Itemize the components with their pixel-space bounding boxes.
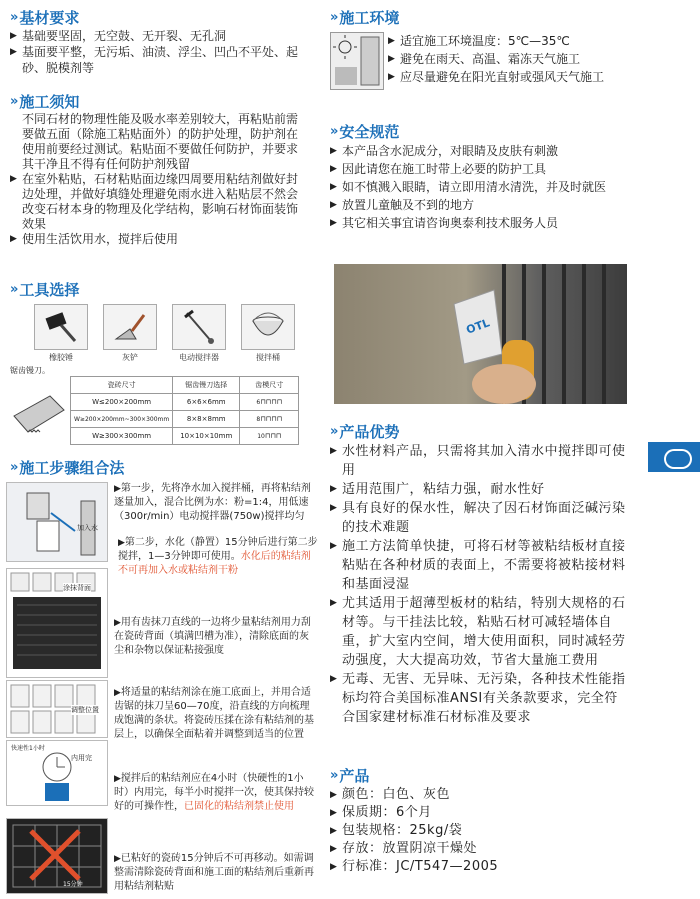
environment-item: ▶ 避免在雨天、高温、霜冻天气施工 (388, 52, 581, 66)
trowel-icon (103, 304, 157, 350)
bullet-icon: ▶ (388, 54, 395, 64)
tool-bucket: 搅拌桶 (239, 304, 297, 363)
bullet-icon: ▶ (330, 200, 337, 210)
trowel-table-row (10, 365, 320, 376)
step-3-text: ▶用有齿抹刀直线的一边将少量粘结剂用力刮在瓷砖背面（填满凹槽为准），清除底面的灰尘和杂物以保证粘接强度 (114, 617, 311, 656)
safety-item: ▶ 如不慎溅入眼睛，请立即用清水清洗，并及时就医 (330, 180, 607, 194)
brand-logo: OTL (464, 316, 492, 337)
trowel-size-table (70, 376, 299, 445)
product-item: ▶ 存放：放置阴凉干燥处 (330, 841, 478, 856)
product-item: ▶ 行标准：JC/T547—2005 (330, 859, 499, 874)
notch-pattern-icon: ⊓⊓⊓ (264, 432, 282, 440)
table-header-row (71, 377, 299, 394)
bullet-icon: ▶ (330, 598, 338, 608)
table-row: W≥200×200mm~300×300mm 8×8×8mm 8⊓⊓⊓⊓ (71, 411, 299, 428)
bullet-icon: ▶ (330, 484, 338, 494)
right-column (330, 0, 630, 899)
step-6-text: ▶已粘好的瓷砖15分钟后不可再移动。如需调整需清除瓷砖背面和施工面的粘结剂后重新再用粘结剂粘贴 (114, 853, 314, 892)
product-item: ▶ 包装规格：25kg/袋 (330, 823, 463, 838)
safety-item: ▶ 其它相关事宜请咨询奥泰利技术服务人员 (330, 216, 559, 230)
substrate-title: 基材要求 (19, 8, 80, 27)
chevron-right-icon: » (10, 93, 16, 109)
chevron-right-icon: » (330, 123, 336, 139)
notes-section (10, 90, 308, 247)
weather-icon (330, 32, 384, 90)
chevron-right-icon: » (330, 423, 336, 439)
bullet-icon: ▶ (330, 826, 338, 836)
bullet-icon: ▶ (330, 164, 337, 174)
bracket-left-icon (664, 449, 678, 469)
bullet-icon: ▶ (10, 31, 17, 41)
environment-section (330, 6, 630, 90)
table-header: 齿模尺寸 (240, 377, 299, 394)
bracket-right-icon (678, 449, 692, 469)
chevron-right-icon: » (10, 459, 16, 475)
bullet-icon: ▶ (330, 146, 337, 156)
bullet-icon: ▶ (114, 618, 121, 628)
chevron-right-icon: » (330, 9, 336, 25)
trowel-table-wrap (10, 376, 320, 445)
safety-item: ▶ 因此请您在施工时带上必要的防护工具 (330, 162, 547, 176)
bullet-icon: ▶ (330, 790, 338, 800)
bullet-icon: ▶ (330, 446, 338, 456)
advantages-section (330, 420, 630, 727)
pic-label: 快速性1小时 (11, 745, 45, 752)
pic-label: 内用完 (71, 754, 92, 762)
step-2-text: ▶第二步，水化（静置）15分钟后进行第二步搅拌，1—3分钟即可使用。水化后的粘结剂不可再加入水或粘结剂干粉 (118, 537, 318, 576)
step-5 (6, 740, 314, 814)
step-4-text: ▶将适量的粘结剂涂在施工底面上，并用合适齿锯的抹刀呈60—70度，沿直线的方向梳理成饱满的条状。将瓷砖压揉在涂有粘结剂的基层上，以确保全面粘着并调整到适当的位置 (114, 687, 314, 740)
substrate-item: ▶ 基面要平整，无污垢、油渍、浮尘、凹凸不平处、起砂、脱模剂等 (10, 45, 299, 75)
chevron-right-icon: » (10, 281, 16, 297)
notes-item: ▶ 在室外粘贴，石材粘贴面边缘四周要用粘结剂做好封边处理，并做好填缝处理避免雨水进入粘贴层不然会改变石材本身的物理及化学结构，影响石材饰面装饰效果 (10, 172, 299, 231)
product-item: ▶ 颜色：白色、灰色 (330, 787, 451, 802)
bullet-icon: ▶ (330, 862, 338, 872)
table-row: W≥300×300mm 10×10×10mm 10⊓⊓⊓ (71, 428, 299, 445)
substrate-item: ▶ 基础要坚固，无空鼓、无开裂、无孔洞 (10, 29, 227, 43)
bullet-icon: ▶ (114, 688, 121, 698)
product-header: » 产品 (330, 766, 370, 785)
notch-pattern-icon: ⊓⊓⊓⊓ (260, 398, 283, 406)
notched-trowel-icon (10, 376, 70, 442)
table-header: 锯齿镘刀选择 (173, 377, 240, 394)
tool-rubber-hammer: 橡胶锤 (32, 304, 90, 363)
product-section (330, 764, 630, 876)
left-column (0, 0, 325, 899)
pic-label: 调整位置 (71, 706, 99, 714)
tools-row (32, 304, 297, 363)
advantage-item: ▶ 尤其适用于超薄型板材的粘结，特别大规格的石材等。与干挂法比较，粘贴石材可减轻墙体自重，扩大室内空间，增大使用面积，同时减轻劳动强度，大大提高功效，节省大量施工费用 (330, 596, 626, 668)
pic-label: 涂抹背面 (63, 584, 91, 592)
advantage-item: ▶ 施工方法简单快捷，可将石材等被粘结板材直接粘贴在各种材质的表面上，不需要将被粘接材料和基面浸湿 (330, 539, 626, 592)
advantage-item: ▶ 适用范围广，粘结力强，耐水性好 (330, 482, 545, 497)
notch-pattern-icon: ⊓⊓⊓⊓ (260, 415, 283, 423)
tools-header: » 工具选择 (10, 280, 80, 299)
step-5-illustration (6, 740, 108, 806)
step-4-illustration (6, 680, 108, 738)
advantages-header: » 产品优势 (330, 422, 400, 441)
bullet-icon: ▶ (330, 808, 338, 818)
advantage-item: ▶ 无毒、无害、无异味、无污染，各种技术性能指标均符合美国标准ANSI有关条款要求，完全符合国家建材标准石材标准及要求 (330, 672, 626, 725)
step-1-text: ▶第一步，先将净水加入搅拌桶，再将粘结剂逐量加入，混合比例为水：粉=1:4，用低速（300r/min）电动搅拌器(750w)搅拌均匀 (114, 483, 311, 522)
product-item: ▶ 保质期：6个月 (330, 805, 432, 820)
step-3-illustration (6, 568, 108, 678)
tool-electric-mixer: 电动搅拌器 (170, 304, 228, 363)
bullet-icon: ▶ (330, 218, 337, 228)
tools-section (10, 278, 320, 445)
bullet-icon: ▶ (330, 844, 338, 854)
pic-label: 加入水 (77, 524, 98, 532)
substrate-header (10, 6, 320, 28)
step-3 (6, 568, 314, 678)
step-1-illustration (6, 482, 108, 562)
table-row: W≤200×200mm 6×6×6mm 6⊓⊓⊓⊓ (71, 394, 299, 411)
steps-section-header: » 施工步骤组合法 (10, 458, 125, 477)
bullet-icon: ▶ (10, 234, 17, 244)
step-4 (6, 680, 314, 742)
bucket-icon (241, 304, 295, 350)
trowel-label: 锯齿镘刀。 (10, 366, 50, 375)
bullet-icon: ▶ (10, 174, 17, 184)
bullet-icon: ▶ (10, 47, 17, 57)
bullet-icon: ▶ (330, 503, 338, 513)
trowel-photo (334, 264, 627, 404)
environment-item: ▶ 适宜施工环境温度：5℃—35℃ (388, 34, 570, 48)
chevron-right-icon: » (330, 767, 336, 783)
brand-tab (648, 442, 700, 472)
safety-header: » 安全规范 (330, 122, 400, 141)
advantage-item: ▶ 水性材料产品，只需将其加入清水中搅拌即可使用 (330, 444, 626, 478)
tool-trowel: 灰铲 (101, 304, 159, 363)
environment-header: » 施工环境 (330, 8, 400, 27)
bullet-icon: ▶ (118, 538, 125, 548)
chevron-right-icon: » (10, 9, 16, 25)
bullet-icon: ▶ (388, 72, 395, 82)
notes-header: » 施工须知 (10, 92, 80, 111)
table-header: 瓷砖尺寸 (71, 377, 173, 394)
bullet-icon: ▶ (114, 484, 121, 494)
bullet-icon: ▶ (114, 774, 121, 784)
step-5-text: ▶搅拌后的粘结剂应在4小时（快硬性的1小时）内用完，每半小时搅拌一次，使其保持较好的可操作性，已固化的粘结剂禁止使用 (114, 773, 314, 812)
bullet-icon: ▶ (330, 182, 337, 192)
step-6-illustration (6, 818, 108, 894)
hammer-icon (34, 304, 88, 350)
bullet-icon: ▶ (388, 36, 395, 46)
mixer-icon (172, 304, 226, 350)
substrate-section (10, 6, 320, 76)
step-6 (6, 818, 314, 894)
safety-item: ▶ 本产品含水泥成分，对眼睛及皮肤有刺激 (330, 144, 559, 158)
bullet-icon: ▶ (114, 854, 121, 864)
pic-label: 15分钟 (63, 881, 83, 888)
advantage-item: ▶ 具有良好的保水性，解决了因石材饰面泛碱污染的技术难题 (330, 501, 626, 535)
notes-item: ▶ 使用生活饮用水，搅拌后使用 (10, 232, 179, 246)
bullet-icon: ▶ (330, 674, 338, 684)
environment-item: ▶ 应尽量避免在阳光直射或强风天气施工 (388, 70, 605, 84)
safety-section (330, 120, 630, 232)
safety-item: ▶ 放置儿童触及不到的地方 (330, 198, 475, 212)
bullet-icon: ▶ (330, 541, 338, 551)
notes-paragraph: 不同石材的物理性能及吸水率差别较大，再粘贴前需要做五面（除施工粘贴面外）的防护处理，防护剂在使用前要经过测试。粘贴面不要做任何防护，并要求其干净且不得有任何防护剂残留 (22, 112, 299, 171)
